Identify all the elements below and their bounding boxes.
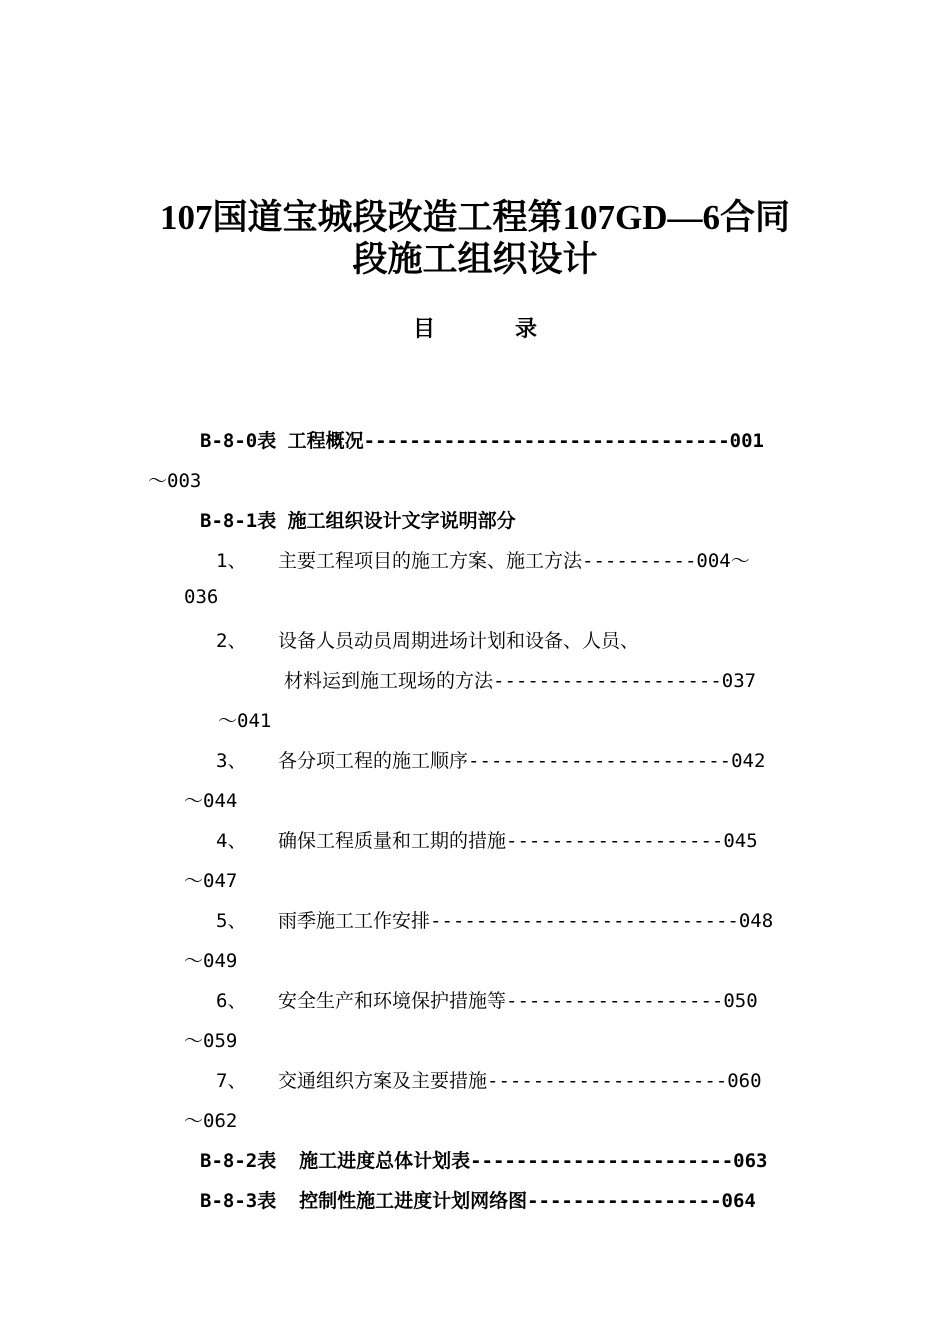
toc-sub-4-number: 4、 xyxy=(216,830,247,852)
toc-entry-b81: B-8-1表 施工组织设计文字说明部分 xyxy=(200,510,516,532)
document-title-line-1: 107国道宝城段改造工程第107GD—6合同 xyxy=(159,198,790,237)
toc-sub-1-number: 1、 xyxy=(216,550,247,572)
toc-entry-b82: B-8-2表 施工进度总体计划表-----------------------063 xyxy=(200,1150,768,1172)
toc-heading xyxy=(0,312,950,343)
toc-sub-2-text-line-2: 材料运到施工现场的方法--------------------037 xyxy=(284,670,757,692)
toc-sub-2-continuation: ～041 xyxy=(218,710,272,732)
toc-entry-b83: B-8-3表 控制性施工进度计划网络图-----------------064 xyxy=(200,1190,756,1212)
toc-sub-5-text: 雨季施工工作安排---------------------------048 xyxy=(278,910,774,932)
toc-sub-6-number: 6、 xyxy=(216,990,247,1012)
toc-heading-char-1: 目 xyxy=(412,317,435,342)
toc-sub-7-number: 7、 xyxy=(216,1070,247,1092)
toc-entry-b80: B-8-0表 工程概况--------------------------------001 xyxy=(200,430,764,452)
toc-sub-5-number: 5、 xyxy=(216,910,247,932)
toc-sub-3-number: 3、 xyxy=(216,750,247,772)
toc-sub-4-continuation: ～047 xyxy=(184,870,238,892)
toc-sub-1-continuation: 036 xyxy=(184,586,219,608)
document-title-line-2: 段施工组织设计 xyxy=(352,240,598,279)
toc-sub-3-continuation: ～044 xyxy=(184,790,238,812)
toc-sub-2-text: 设备人员动员周期进场计划和设备、人员、 xyxy=(278,630,640,652)
toc-sub-4-text: 确保工程质量和工期的措施-------------------045 xyxy=(278,830,758,852)
toc-heading-char-2: 录 xyxy=(515,317,538,342)
toc-sub-5-continuation: ～049 xyxy=(184,950,238,972)
toc-entry-b80-continuation: ～003 xyxy=(148,470,202,492)
toc-sub-1-text: 主要工程项目的施工方案、施工方法----------004～ xyxy=(278,550,750,572)
toc-sub-2-number: 2、 xyxy=(216,630,247,652)
toc-sub-6-text: 安全生产和环境保护措施等-------------------050 xyxy=(278,990,758,1012)
toc-sub-3-text: 各分项工程的施工顺序-----------------------042 xyxy=(278,750,766,772)
toc-sub-6-continuation: ～059 xyxy=(184,1030,238,1052)
toc-sub-7-continuation: ～062 xyxy=(184,1110,238,1132)
toc-sub-7-text: 交通组织方案及主要措施---------------------060 xyxy=(278,1070,762,1092)
